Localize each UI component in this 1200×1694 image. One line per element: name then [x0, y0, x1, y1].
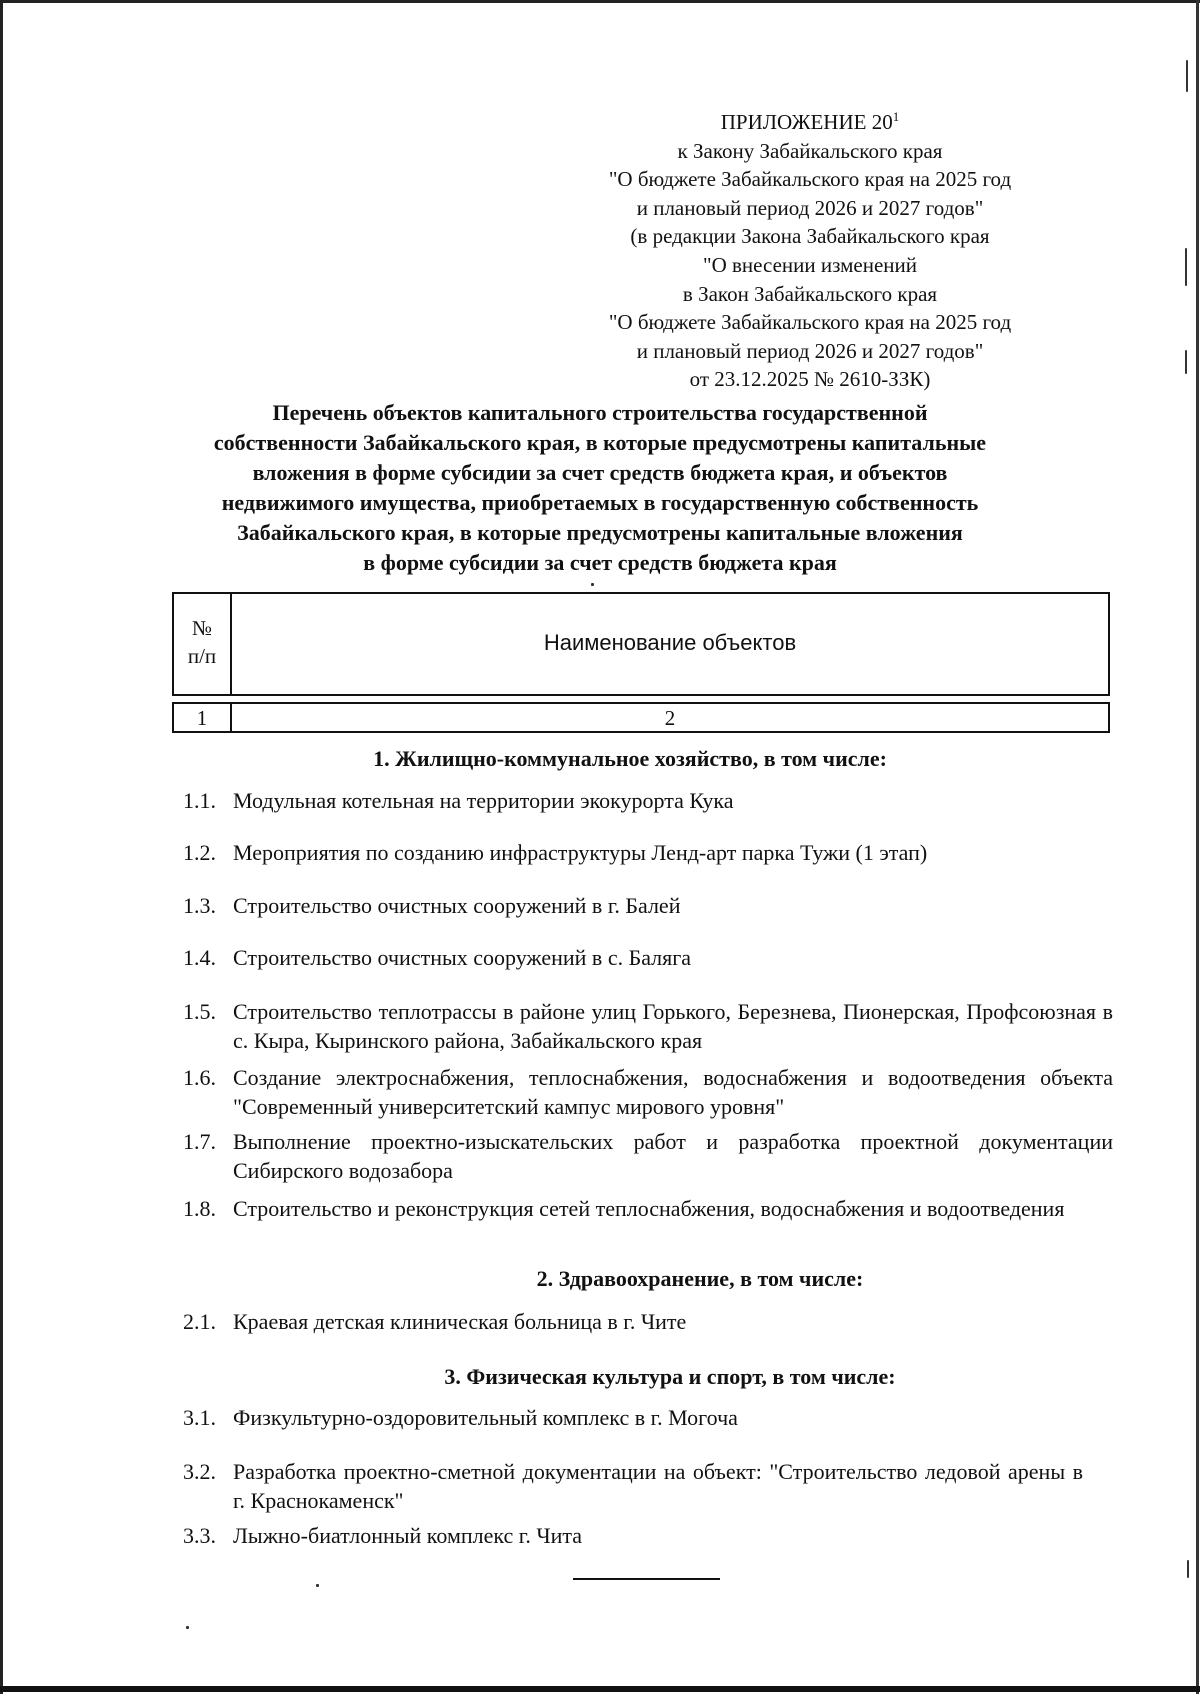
title-line: Перечень объектов капитального строительства государственной: [272, 400, 928, 425]
scan-border-left: [0, 0, 3, 1694]
list-item-text: Создание электроснабжения, теплоснабжения, водоснабжения и водоотведения объекта "Современный университетский кампус мирового уровня": [233, 1065, 1113, 1119]
table-header-number-line2: п/п: [187, 644, 217, 668]
title-line: недвижимого имущества, приобретаемых в государственную собственность: [221, 490, 979, 515]
list-item: [183, 1128, 1113, 1185]
list-item-text: Строительство очистных сооружений в с. Баляга: [233, 945, 692, 970]
title-line: собственности Забайкальского края, в которые предусмотрены капитальные: [213, 430, 987, 455]
list-item-number: 3.2.: [183, 1459, 216, 1484]
document-title: [150, 398, 1050, 578]
list-item-number: 1.6.: [183, 1065, 216, 1090]
table-header-number-line1: №: [191, 616, 213, 640]
list-item: [183, 892, 1113, 921]
list-item: [183, 1064, 1113, 1121]
scan-artifact: [1185, 350, 1187, 374]
appendix-line: от 23.12.2025 № 2610-ЗЗК): [689, 367, 931, 392]
table-column-numbers-row: [172, 702, 1110, 733]
list-item-text: Разработка проектно-сметной документации на объект: "Строительство ледовой арены в г. Краснокаменск": [233, 1459, 1083, 1513]
appendix-line: в Закон Забайкальского края: [682, 281, 938, 306]
appendix-header: [560, 103, 1060, 394]
list-item: [183, 839, 1113, 868]
list-item-number: 1.7.: [183, 1129, 216, 1154]
scan-artifact: [591, 583, 594, 586]
list-item-number: 1.3.: [183, 893, 216, 918]
list-item-number: 1.4.: [183, 945, 216, 970]
list-item: [183, 1458, 1083, 1515]
title-line: Забайкальского края, в которые предусмотрены капитальные вложения: [237, 520, 963, 545]
end-of-document-rule: [573, 1578, 720, 1580]
list-item-number: 3.3.: [183, 1523, 216, 1548]
list-item-text: Мероприятия по созданию инфраструктуры Ленд-арт парка Тужи (1 этап): [233, 840, 928, 865]
table-header-name: Наименование объектов: [543, 630, 797, 655]
list-item-text: Строительство и реконструкция сетей теплоснабжения, водоснабжения и водоотведения: [233, 1196, 1065, 1221]
appendix-line: к Закону Забайкальского края: [677, 138, 943, 163]
list-item-text: Краевая детская клиническая больница в г. Чите: [233, 1309, 687, 1334]
list-item: [183, 787, 1113, 816]
appendix-title-superscript: 1: [892, 109, 900, 124]
list-item: [183, 998, 1113, 1055]
column-number-2: 2: [664, 706, 676, 730]
list-item: [183, 1404, 1113, 1433]
list-item-text: Строительство теплотрассы в районе улиц Горького, Березнева, Пионерская, Профсоюзная в с. Кыра, Кыринского района, Забайкальского края: [233, 999, 1113, 1053]
scan-artifact: [1185, 248, 1187, 286]
list-item-number: 1.8.: [183, 1196, 216, 1221]
title-line: в форме субсидии за счет средств бюджета края: [363, 550, 837, 575]
scan-artifact: [186, 1626, 189, 1629]
appendix-line: и плановый период 2026 и 2027 годов": [636, 195, 984, 220]
list-item-number: 1.2.: [183, 840, 216, 865]
table-header-number: [174, 614, 230, 670]
list-item-text: Лыжно-биатлонный комплекс г. Чита: [233, 1523, 583, 1548]
list-item-text: Физкультурно-оздоровительный комплекс в г. Могоча: [233, 1405, 738, 1430]
table-header: [172, 592, 1110, 696]
title-line: вложения в форме субсидии за счет средств бюджета края, и объектов: [252, 460, 948, 485]
list-item: [183, 1308, 1113, 1337]
appendix-title: [560, 103, 1060, 137]
appendix-line: "О внесении изменений: [703, 252, 917, 277]
section-heading: 2. Здравоохранение, в том числе:: [536, 1266, 864, 1291]
section-heading: 3. Физическая культура и спорт, в том числе:: [444, 1364, 896, 1389]
list-item-text: Выполнение проектно-изыскательских работ и разработка проектной документации Сибирского водозабора: [233, 1129, 1113, 1183]
list-item-text: Строительство очистных сооружений в г. Балей: [233, 893, 681, 918]
section-heading: 1. Жилищно-коммунальное хозяйство, в том числе:: [373, 746, 887, 771]
list-item-number: 3.1.: [183, 1405, 216, 1430]
appendix-line: "О бюджете Забайкальского края на 2025 год: [608, 310, 1012, 335]
column-number-1: 1: [196, 706, 208, 730]
appendix-line: "О бюджете Забайкальского края на 2025 год: [608, 167, 1012, 192]
scan-artifact: [1186, 60, 1188, 92]
list-item: [183, 1522, 1113, 1551]
scan-border-top: [0, 0, 1200, 3]
scan-artifact: [1187, 1560, 1189, 1578]
appendix-line: и плановый период 2026 и 2027 годов": [636, 338, 984, 363]
appendix-line: (в редакции Закона Забайкальского края: [630, 224, 990, 249]
list-item-number: 1.5.: [183, 999, 216, 1024]
list-item-number: 2.1.: [183, 1309, 216, 1334]
scan-border-right: [1196, 0, 1199, 1694]
list-item-number: 1.1.: [183, 788, 216, 813]
list-item: [183, 1195, 1113, 1224]
appendix-title-text: ПРИЛОЖЕНИЕ 20: [720, 110, 893, 134]
scan-border-bottom: [0, 1686, 1200, 1692]
scan-artifact: [316, 1584, 319, 1587]
list-item-text: Модульная котельная на территории экокурорта Кука: [233, 788, 734, 813]
list-item: [183, 944, 1113, 973]
